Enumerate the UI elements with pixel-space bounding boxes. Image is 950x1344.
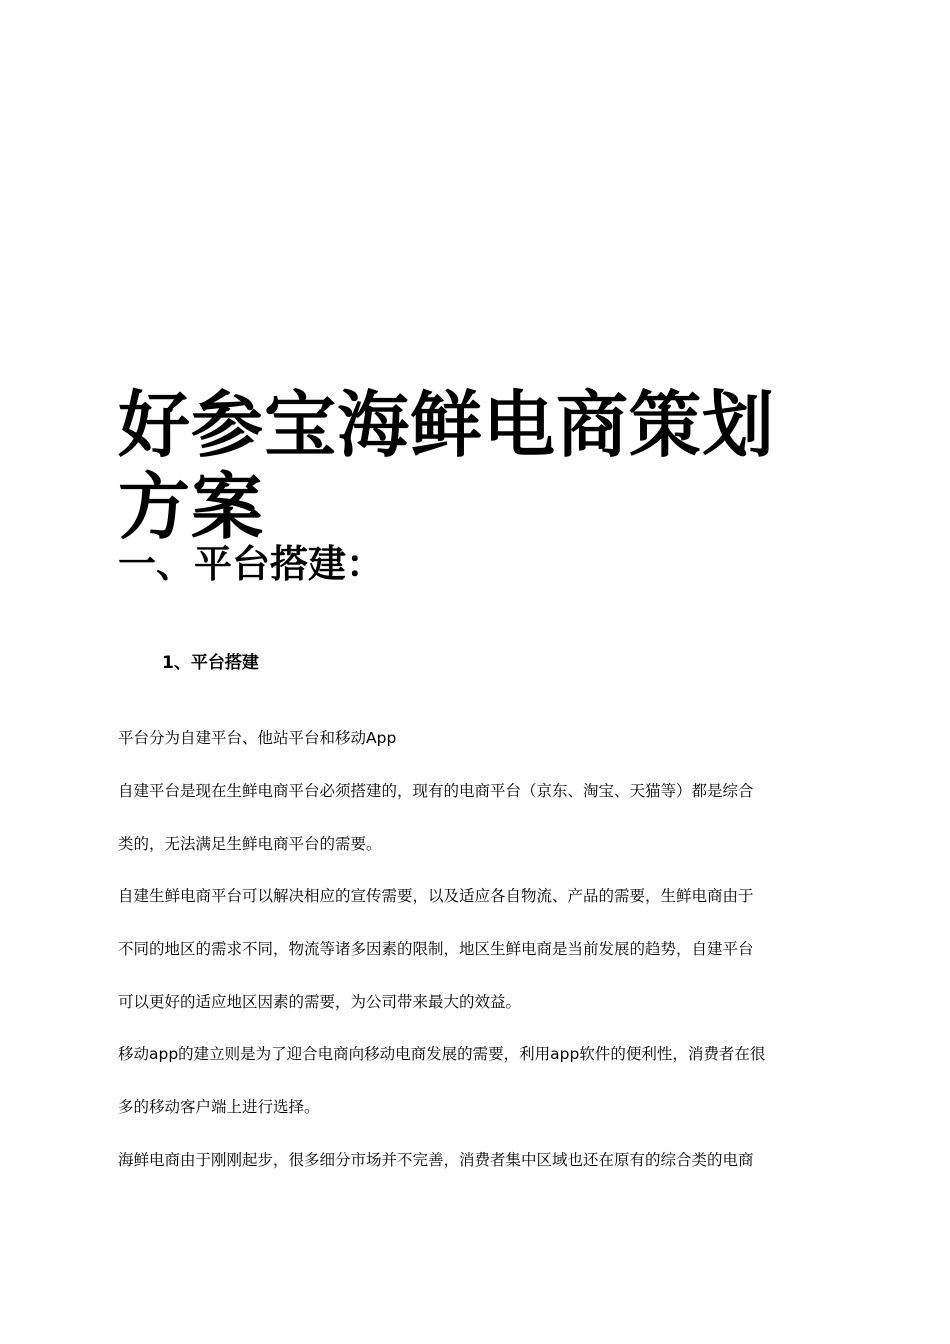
paragraph-line: 海鲜电商由于刚刚起步，很多细分市场并不完善，消费者集中区域也还在原有的综合类的电商 [118, 1151, 754, 1169]
paragraph-line: 类的，无法满足生鲜电商平台的需要。 [118, 835, 382, 853]
sub-heading: 1、平台搭建 [162, 653, 259, 673]
paragraph-line: 自建平台是现在生鲜电商平台必须搭建的，现有的电商平台（京东、淘宝、天猫等）都是综合 [118, 782, 754, 800]
section-heading: 一、平台搭建： [118, 542, 385, 586]
paragraph-line: 多的移动客户端上进行选择。 [118, 1098, 320, 1116]
paragraph-line: 可以更好的适应地区因素的需要，为公司带来最大的效益。 [118, 993, 522, 1011]
paragraph-line: 自建生鲜电商平台可以解决相应的宣传需要，以及适应各自物流、产品的需要，生鲜电商由于 [118, 887, 754, 905]
paragraph-line: 移动app的建立则是为了迎合电商向移动电商发展的需要，利用app软件的便利性，消费者在很 [118, 1045, 766, 1063]
paragraph-line: 不同的地区的需求不同，物流等诸多因素的限制，地区生鲜电商是当前发展的趋势，自建平台 [118, 940, 754, 958]
paragraph-line: 平台分为自建平台、他站平台和移动App [118, 729, 397, 747]
document-title: 好参宝海鲜电商策划方案 [118, 383, 776, 549]
